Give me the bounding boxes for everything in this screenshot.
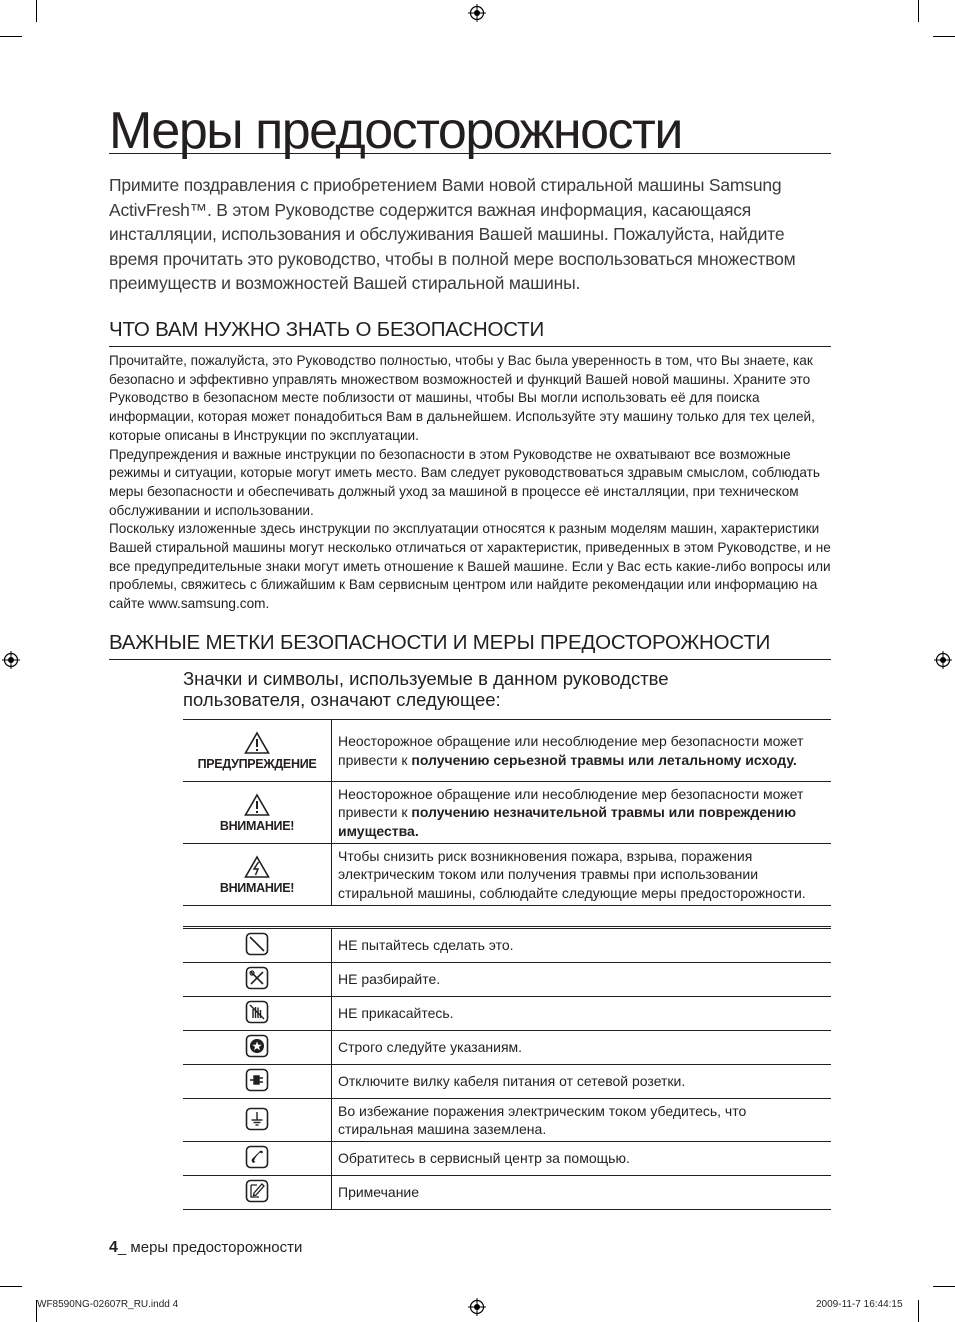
caution-text <box>332 782 832 844</box>
table-row <box>183 844 831 906</box>
symbol-cell <box>183 1065 332 1099</box>
ground-icon <box>245 1107 269 1131</box>
registration-mark-icon <box>468 4 486 22</box>
page-number: 4 <box>109 1239 118 1256</box>
caution-triangle-icon <box>184 793 330 817</box>
subheading-line: пользователя, означают следующее: <box>183 689 501 710</box>
note-icon <box>245 1179 269 1203</box>
symbols-subheading <box>183 668 783 710</box>
table-row <box>183 1031 831 1065</box>
table-row <box>183 1065 831 1099</box>
symbol-cell <box>183 1099 332 1142</box>
page-title: Меры предосторожности <box>109 100 831 154</box>
symbol-text: Во избежание поражения электрическим током убедитесь, что стиральная машина заземлена. <box>332 1099 832 1142</box>
table-row <box>183 1099 831 1142</box>
crop-mark <box>933 1286 955 1287</box>
follow-instructions-icon <box>245 1034 269 1058</box>
table-row <box>183 1176 831 1210</box>
table-row <box>183 1142 831 1176</box>
caution-label: ВНИМАНИЕ! <box>219 818 295 833</box>
unplug-icon <box>245 1068 269 1092</box>
section-heading-labels: ВАЖНЫЕ МЕТКИ БЕЗОПАСНОСТИ И МЕРЫ ПРЕДОСТОРОЖНОСТИ <box>109 630 831 660</box>
body-paragraph: Предупреждения и важные инструкции по безопасности в этом Руководстве не охватывают все возможные режимы и ситуации, которые могут иметь место. Вам следует руководствоваться здравым смыслом, соблюдать меры безопасности и обеспечивать должный уход за машиной в процессе её инсталляции, при техническом обслуживании и использовании. <box>109 446 820 518</box>
electric-caution-cell <box>183 844 332 906</box>
symbol-cell <box>183 929 332 963</box>
warning-table <box>183 719 831 927</box>
symbol-text: Строго следуйте указаниям. <box>332 1031 832 1065</box>
page-footer <box>109 1239 302 1257</box>
crop-mark <box>36 0 37 22</box>
symbol-text: НЕ разбирайте. <box>332 963 832 997</box>
warning-text-plain: Неосторожное обращение или несоблюдение мер безопасности может привести к <box>338 733 804 768</box>
print-slug-file: WF8590NG-02607R_RU.indd 4 <box>37 1299 179 1310</box>
registration-mark-icon <box>468 1298 486 1316</box>
crop-mark <box>0 1286 22 1287</box>
registration-mark-icon <box>2 651 20 669</box>
electric-shock-triangle-icon <box>184 855 330 879</box>
crop-mark <box>918 0 919 22</box>
warning-label: ПРЕДУПРЕЖДЕНИЕ <box>197 756 317 771</box>
service-call-icon <box>245 1145 269 1169</box>
crop-mark <box>933 36 955 37</box>
electric-caution-label: ВНИМАНИЕ! <box>219 880 295 895</box>
section-heading-safety: ЧТО ВАМ НУЖНО ЗНАТЬ О БЕЗОПАСНОСТИ <box>109 317 831 347</box>
registration-mark-icon <box>934 651 952 669</box>
prohibited-icon <box>245 932 269 956</box>
subheading-line: Значки и символы, используемые в данном руководстве <box>183 668 669 689</box>
warning-cell <box>183 720 332 782</box>
print-slug-date: 2009-11-7 16:44:15 <box>816 1299 903 1310</box>
table-spacer-row <box>183 906 831 927</box>
crop-mark <box>0 36 22 37</box>
symbols-table <box>183 928 831 1210</box>
warning-triangle-icon <box>184 731 330 755</box>
body-paragraph: Прочитайте, пожалуйста, это Руководство полностью, чтобы у Вас была уверенность в том, что Вы знаете, как безопасно и эффективно управлять множеством возможностей и функций Вашей новой машины. Храните это Руководство в безопасном месте поблизости от машины, чтобы Вы могли использовать её для поиска информации, которая может понадобиться Вам в дальнейшем. Используйте эту машину только для тех целей, которые описаны в Инструкции по эксплуатации. <box>109 353 815 443</box>
caution-cell <box>183 782 332 844</box>
table-row <box>183 997 831 1031</box>
symbol-cell <box>183 1176 332 1210</box>
symbol-text: НЕ пытайтесь сделать это. <box>332 929 832 963</box>
safety-body <box>109 352 831 614</box>
intro-paragraph: Примите поздравления с приобретением Вами новой стиральной машины Samsung ActivFresh™. В этом Руководстве содержится важная информация, касающаяся инсталляции, использования и обслуживания Вашей машины. Пожалуйста, найдите время прочитать это руководство, чтобы в полной мере воспользоваться множеством преимуществ и возможностей Вашей стиральной машины. <box>109 175 796 294</box>
caution-text-bold: получению незначительной травмы или повреждению имущества. <box>338 804 797 839</box>
page-footer-label: _ меры предосторожности <box>117 1239 303 1256</box>
symbol-text: Обратитесь в сервисный центр за помощью. <box>332 1142 832 1176</box>
table-row <box>183 720 831 782</box>
crop-mark <box>918 1300 919 1322</box>
symbol-cell <box>183 1031 332 1065</box>
no-disassembly-icon <box>245 966 269 990</box>
symbol-text: НЕ прикасайтесь. <box>332 997 832 1031</box>
warning-text <box>332 720 832 782</box>
caution-text-plain: Неосторожное обращение или несоблюдение мер безопасности может привести к <box>338 785 804 821</box>
electric-caution-text-plain: Чтобы снизить риск возникновения пожара, взрыва, поражения электрическим током или получения травмы при использовании стиральной машины, соблюдайте следующие меры предосторожности. <box>338 847 806 901</box>
symbol-cell <box>183 963 332 997</box>
symbol-text: Примечание <box>332 1176 832 1210</box>
table-row <box>183 782 831 844</box>
symbol-cell <box>183 1142 332 1176</box>
no-touch-icon <box>245 1000 269 1024</box>
electric-caution-text <box>332 844 832 906</box>
table-row <box>183 929 831 963</box>
symbol-cell <box>183 997 332 1031</box>
spacer-cell <box>183 906 831 927</box>
warning-text-bold: получению серьезной травмы или летальному исходу. <box>411 751 797 768</box>
symbol-text: Отключите вилку кабеля питания от сетевой розетки. <box>332 1065 832 1099</box>
table-row <box>183 963 831 997</box>
body-paragraph: Поскольку изложенные здесь инструкции по эксплуатации относятся к разным моделям машин, характеристики Вашей стиральной машины могут несколько отличаться от характеристик, приведенных в этом Руководстве, и не все предупредительные знаки могут иметь отношение к Вашей машине. Если у Вас есть какие-либо вопросы или проблемы, свяжитесь с ближайшим к Вам сервисным центром или найдите рекомендации или информацию на сайте www.samsung.com. <box>109 521 831 612</box>
